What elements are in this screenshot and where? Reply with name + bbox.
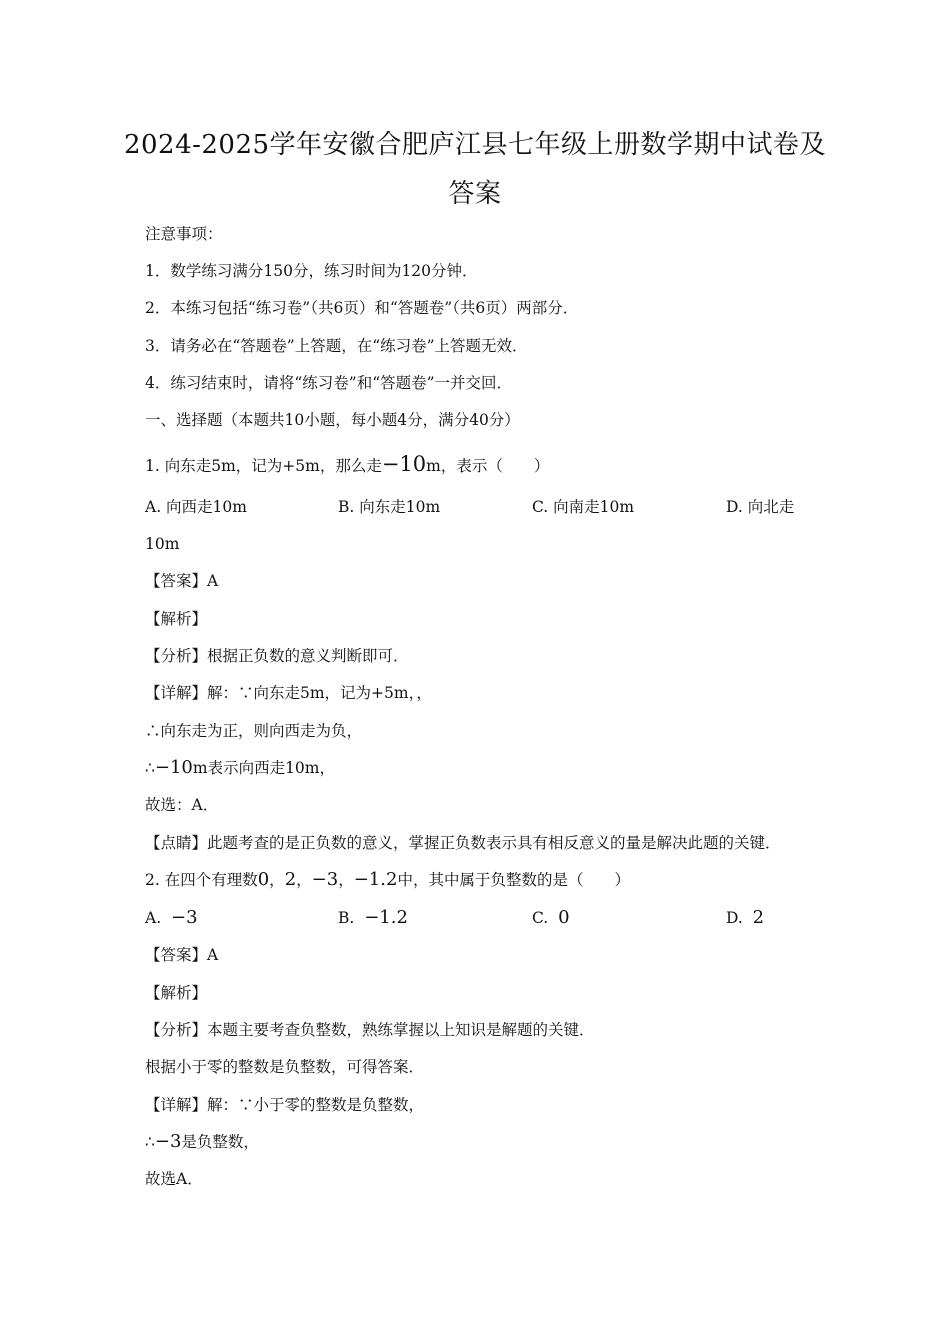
question-1-option-a: A. 向西走10m xyxy=(145,498,247,516)
document-title-line-1: 2024-2025学年安徽合肥庐江县七年级上册数学期中试卷及 xyxy=(123,130,827,160)
notice-heading: 注意事项： xyxy=(145,225,223,243)
question-2-conclusion: 故选A． xyxy=(145,1170,203,1188)
question-2-option-d xyxy=(726,907,764,929)
question-2-step-1-suffix: 是负整数， xyxy=(181,1133,259,1151)
question-2-analysis-label: 【解析】 xyxy=(145,984,208,1002)
question-2-xiangjie: 【详解】解：∵小于零的整数是负整数， xyxy=(145,1096,425,1114)
question-2-answer: 【答案】A xyxy=(145,946,219,964)
question-1-xiangjie: 【详解】解：∵向东走5m，记为+5m，， xyxy=(145,684,432,702)
notice-item-1: 1．数学练习满分150分，练习时间为120分钟． xyxy=(145,262,478,280)
question-2-option-a xyxy=(145,907,198,929)
section-heading: 一、选择题（本题共10小题，每小题4分，满分40分） xyxy=(145,411,520,429)
question-1-option-c: C. 向南走10m xyxy=(532,498,635,516)
notice-item-2: 2．本练习包括“练习卷”（共6页）和“答题卷”（共6页）两部分． xyxy=(145,299,579,317)
question-1-conclusion: 故选：A． xyxy=(145,796,219,814)
question-2-stem xyxy=(145,869,630,891)
question-1-answer: 【答案】A xyxy=(145,572,219,590)
question-1-fenxi: 【分析】根据正负数的意义判断即可． xyxy=(145,647,409,665)
question-1-stem-math: −10 xyxy=(381,452,427,476)
notice-item-3: 3．请务必在“答题卷”上答题，在“练习卷”上答题无效． xyxy=(145,337,528,355)
question-2-option-b xyxy=(338,907,408,929)
question-2-step-1-prefix: ∴ xyxy=(145,1133,155,1151)
question-1-option-d-wrap: 10m xyxy=(145,535,180,553)
question-2-separator-1: ， xyxy=(269,871,285,889)
option-label: A. xyxy=(145,909,162,927)
question-2-number-3: −3 xyxy=(311,869,339,890)
question-1-stem-text: 1. 向东走5m，记为+5m，那么走 xyxy=(145,457,382,475)
question-2-option-c xyxy=(532,907,570,929)
question-1-step-2-suffix: m表示向西走10m， xyxy=(192,759,335,777)
option-math: 2 xyxy=(752,907,765,928)
option-label: B. xyxy=(338,909,355,927)
question-2-stem-tail: 中，其中属于负整数的是（ ） xyxy=(397,871,630,889)
question-2-step-1-math: −3 xyxy=(154,1131,182,1152)
option-label: C. xyxy=(532,909,549,927)
notice-item-4: 4．练习结束时，请将“练习卷”和“答题卷”一并交回． xyxy=(145,374,513,392)
question-2-step-1 xyxy=(145,1131,259,1153)
question-1-stem-tail: m，表示（ ） xyxy=(426,457,550,475)
question-1-step-2-math: −10 xyxy=(154,757,193,778)
question-2-number-2: 2 xyxy=(284,869,297,890)
question-2-separator-3: ， xyxy=(338,871,354,889)
question-1-step-2-prefix: ∴ xyxy=(145,759,155,777)
document-title-line-2: 答案 xyxy=(448,179,502,209)
question-1-step-2 xyxy=(145,757,335,779)
question-1-analysis-label: 【解析】 xyxy=(145,610,208,628)
question-2-stem-text: 2. 在四个有理数 xyxy=(145,871,258,889)
question-2-fenxi: 【分析】本题主要考查负整数，熟练掌握以上知识是解题的关键． xyxy=(145,1021,595,1039)
option-math: −1.2 xyxy=(364,907,408,928)
question-2-fenxi-2: 根据小于零的整数是负整数，可得答案． xyxy=(145,1058,425,1076)
question-1-option-d: D. 向北走 xyxy=(726,498,795,516)
question-2-number-4: −1.2 xyxy=(353,869,398,890)
option-label: D. xyxy=(726,909,743,927)
option-math: 0 xyxy=(558,907,570,928)
question-2-number-1: 0 xyxy=(257,869,270,890)
question-2-separator-2: ， xyxy=(296,871,312,889)
question-1-comment: 【点睛】此题考查的是正负数的意义，掌握正负数表示具有相反意义的量是解决此题的关键． xyxy=(145,834,781,852)
question-1-option-b: B. 向东走10m xyxy=(338,498,441,516)
question-1-step-1: ∴向东走为正，则向西走为负， xyxy=(145,722,363,740)
option-math: −3 xyxy=(170,907,198,928)
question-1-stem xyxy=(145,453,549,477)
